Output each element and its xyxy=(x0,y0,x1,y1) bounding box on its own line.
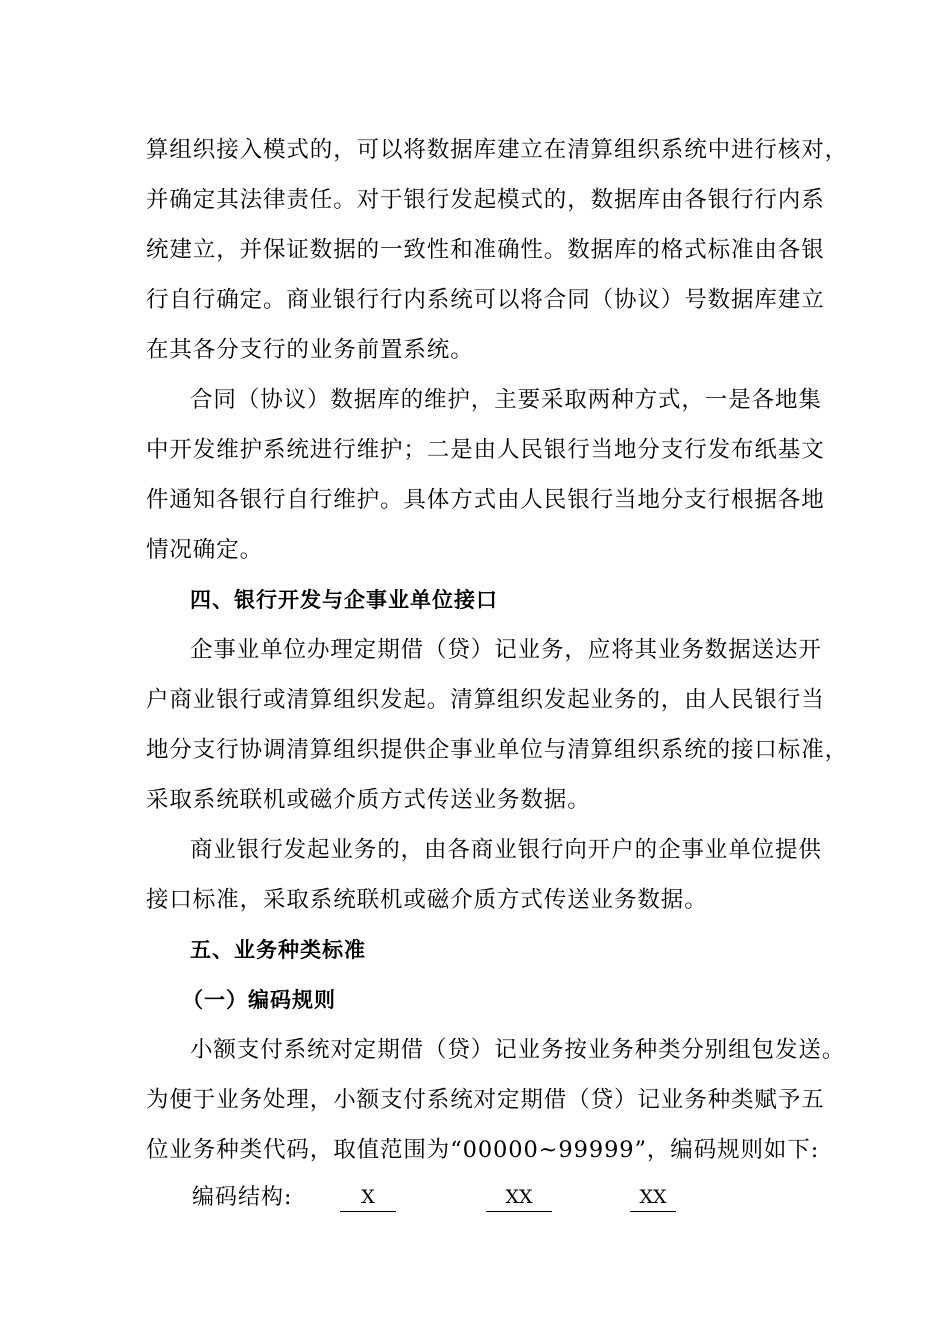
section-heading: 五、业务种类标准 xyxy=(190,938,366,962)
paragraph-line: 商业银行发起业务的，由各商业银行向开户的企事业单位提供 xyxy=(190,837,822,863)
paragraph-line: 采取系统联机或磁介质方式传送业务数据。 xyxy=(146,787,591,813)
paragraph-line: 企事业单位办理定期借（贷）记业务，应将其业务数据送达开 xyxy=(190,637,822,663)
paragraph-line: 合同（协议）数据库的维护，主要采取两种方式，一是各地集 xyxy=(190,387,822,413)
paragraph-line: 接口标准，采取系统联机或磁介质方式传送业务数据。 xyxy=(146,887,708,913)
code-part-item: XX xyxy=(630,1183,676,1212)
paragraph-line: 统建立，并保证数据的一致性和准确性。数据库的格式标准由各银 xyxy=(146,237,825,263)
code-part-subcategory: XX xyxy=(486,1183,552,1212)
paragraph-line: 在其各分支行的业务前置系统。 xyxy=(146,337,474,363)
paragraph-line: 并确定其法律责任。对于银行发起模式的，数据库由各银行行内系 xyxy=(146,187,825,213)
paragraph-line: 地分支行协调清算组织提供企事业单位与清算组织系统的接口标准， xyxy=(146,737,849,763)
paragraph-line: 行自行确定。商业银行行内系统可以将合同（协议）号数据库建立 xyxy=(146,287,825,313)
paragraph-line: 件通知各银行自行维护。具体方式由人民银行当地分支行根据各地 xyxy=(146,487,825,513)
code-structure-label: 编码结构: xyxy=(192,1185,293,1210)
section-heading: 四、银行开发与企事业单位接口 xyxy=(190,588,498,612)
paragraph-line: 算组织接入模式的，可以将数据库建立在清算组织系统中进行核对， xyxy=(146,137,849,163)
paragraph-line: 小额支付系统对定期借（贷）记业务按业务种类分别组包发送。 xyxy=(190,1037,846,1063)
code-part-category: X xyxy=(340,1183,396,1212)
paragraph-line: 中开发维护系统进行维护；二是由人民银行当地分支行发布纸基文 xyxy=(146,437,825,463)
paragraph-line: 情况确定。 xyxy=(146,537,264,563)
subsection-heading: （一）编码规则 xyxy=(182,988,336,1012)
paragraph-line: 户商业银行或清算组织发起。清算组织发起业务的，由人民银行当 xyxy=(146,687,825,713)
paragraph-line: 为便于业务处理，小额支付系统对定期借（贷）记业务种类赋予五 xyxy=(146,1087,825,1113)
paragraph-line: 位业务种类代码，取值范围为“00000~99999”，编码规则如下: xyxy=(146,1137,820,1163)
